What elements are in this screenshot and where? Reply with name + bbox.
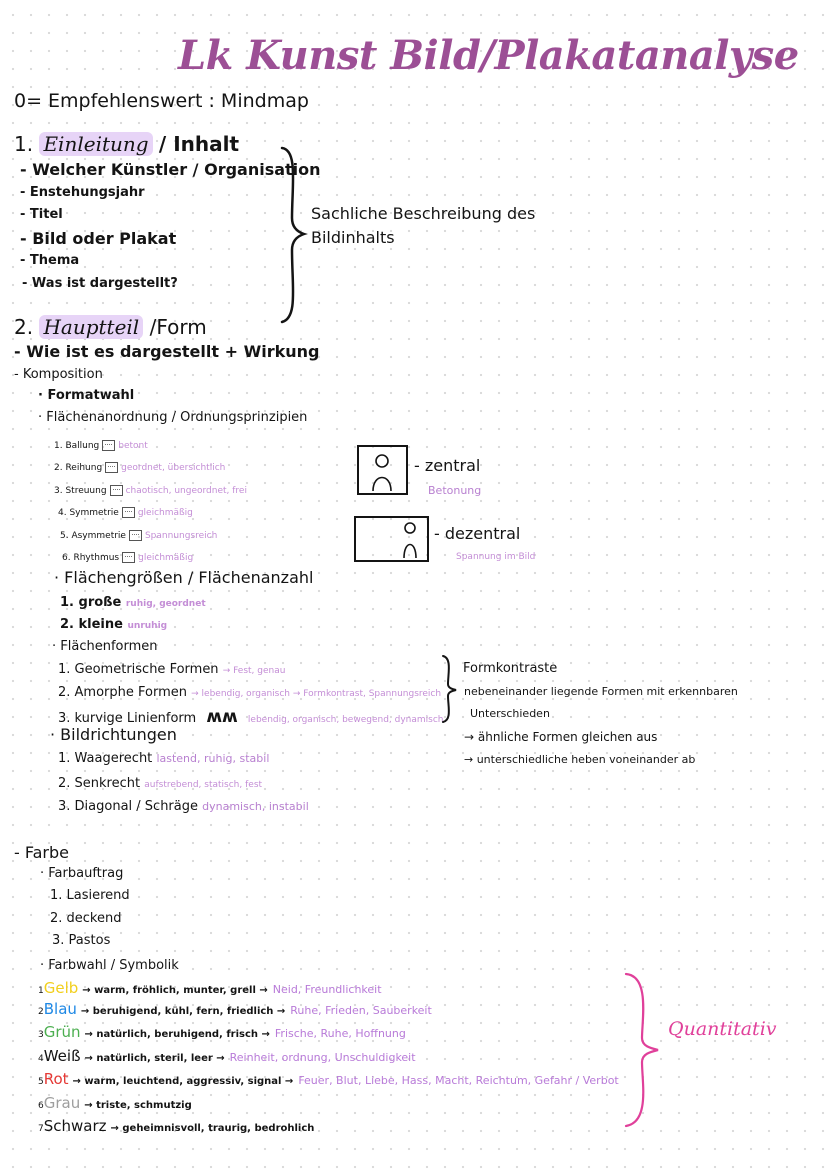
principle-label: 6. Rhythmus — [62, 553, 120, 563]
formen-heading: · Flächenformen — [52, 639, 158, 654]
groessen-label: 2. kleine — [60, 617, 123, 632]
dezentral-sketch — [354, 516, 429, 562]
principle-item — [62, 552, 193, 563]
color-number: 7 — [38, 1124, 44, 1134]
richtungen-item — [58, 752, 269, 765]
richtungen-item — [58, 777, 262, 790]
richtungen-label: 2. Senkrecht — [58, 776, 141, 791]
color-number: 3 — [38, 1030, 44, 1040]
richtungen-note: dynamisch, instabil — [202, 800, 309, 813]
color-name: Grün — [43, 1023, 81, 1041]
principle-label: 2. Reihung — [54, 463, 103, 473]
color-symbol-row — [38, 1002, 432, 1017]
figure-icon — [359, 447, 406, 493]
color-description: → natürlich, beruhigend, frisch → — [84, 1029, 270, 1040]
color-symbol-row — [38, 981, 382, 996]
groessen-note: ruhig, geordnet — [125, 599, 206, 609]
principle-label: 5. Asymmetrie — [60, 531, 126, 541]
principle-note: chaotisch, ungeordnet, frei — [125, 486, 247, 496]
formen-item — [58, 663, 285, 676]
formen-item — [58, 686, 441, 699]
farbauftrag-item: 3. Pastos — [52, 933, 111, 948]
richtungen-note: lastend, ruhig, stabil — [156, 752, 270, 765]
principle-item — [54, 462, 225, 473]
section2-heading-script: Hauptteil — [39, 315, 143, 339]
principle-note: geordnet, übersichtlich — [121, 463, 226, 473]
principle-note: gleichmäßig — [137, 508, 193, 518]
principle-item — [54, 485, 247, 496]
richtungen-note: aufstrebend, statisch, fest — [144, 780, 263, 790]
section1-item: - Welcher Künstler / Organisation — [20, 160, 321, 179]
formkontraste-text: Unterschieden — [470, 707, 550, 720]
groessen-note: unruhig — [127, 621, 168, 631]
color-meaning: Neid, Freundlichkeit — [272, 983, 382, 996]
section2-heading — [14, 317, 207, 337]
zentral-sketch — [357, 445, 408, 495]
formkontraste-heading: Formkontraste — [463, 661, 558, 676]
principle-label: 1. Ballung — [54, 441, 100, 451]
color-name: Schwarz — [43, 1117, 107, 1135]
section1-item: - Enstehungsjahr — [20, 185, 145, 200]
section1-number: 1. — [14, 132, 34, 156]
farbwahl-heading: · Farbwahl / Symbolik — [40, 958, 179, 973]
formen-label: 1. Geometrische Formen — [58, 662, 219, 677]
section1-brace — [278, 146, 308, 326]
richtungen-heading: · Bildrichtungen — [50, 725, 177, 744]
groessen-item — [60, 618, 167, 631]
zentral-label: - zentral — [414, 456, 481, 475]
section2-number: 2. — [14, 315, 34, 339]
principle-label: 4. Symmetrie — [58, 508, 119, 518]
formen-note: lebendig, organisch, bewegend, dynamisch — [247, 715, 444, 725]
groessen-item — [60, 596, 206, 609]
section1-item: - Thema — [20, 253, 80, 268]
richtungen-item — [58, 800, 309, 813]
principle-item — [60, 530, 217, 541]
dezentral-label: - dezentral — [434, 524, 521, 543]
color-name: Weiß — [43, 1047, 81, 1065]
zentral-note: Betonung — [428, 484, 482, 497]
color-name: Rot — [43, 1070, 69, 1088]
color-symbol-row — [38, 1025, 406, 1040]
section1-brace-note: Sachliche Beschreibung des — [311, 204, 536, 223]
curve-line-glyph: ʍʍ — [206, 707, 238, 727]
color-number: 5 — [38, 1077, 44, 1087]
section1-item: - Bild oder Plakat — [20, 229, 177, 248]
color-number: 4 — [38, 1054, 44, 1064]
page-title: Lk Kunst Bild/Plakatanalyse — [178, 32, 799, 79]
formen-note: → lebendig, organisch → Formkontrast, Spannungsreich — [191, 689, 442, 699]
color-symbol-row — [38, 1072, 619, 1087]
principle-item — [54, 440, 148, 451]
formen-brace — [440, 654, 460, 724]
color-name: Blau — [43, 1000, 77, 1018]
color-name: Gelb — [43, 979, 79, 997]
formen-label: 3. kurvige Linienform — [58, 711, 197, 726]
section1-heading — [14, 134, 239, 154]
symmetrie-icon — [122, 507, 135, 518]
section1-brace-note: Bildinhalts — [311, 228, 395, 247]
color-number: 6 — [38, 1101, 44, 1111]
formkontraste-text: nebeneinander liegende Formen mit erkennbaren — [464, 685, 738, 698]
flaechenanordnung-heading: · Flächenanordnung / Ordnungsprinzipien — [38, 410, 308, 425]
farbauftrag-item: 1. Lasierend — [50, 888, 130, 903]
color-description: → warm, leuchtend, aggressiv, signal → — [72, 1076, 294, 1087]
asymmetrie-icon — [129, 530, 142, 541]
recommendation-line: 0= Empfehlenswert : Mindmap — [14, 90, 309, 112]
quantitativ-brace — [620, 970, 662, 1130]
section1-item: - Was ist dargestellt? — [22, 276, 178, 291]
color-meaning: Frische, Ruhe, Hoffnung — [274, 1027, 406, 1040]
section2-heading-rest: /Form — [149, 315, 207, 339]
groessen-heading: · Flächengrößen / Flächenanzahl — [54, 568, 314, 587]
richtungen-label: 1. Waagerecht — [58, 751, 153, 766]
color-number: 1 — [38, 986, 44, 996]
section2-line: - Wie ist es dargestellt + Wirkung — [14, 342, 320, 361]
principle-label: 3. Streuung — [54, 486, 107, 496]
farbauftrag-item: 2. deckend — [50, 911, 122, 926]
rhythmus-icon — [122, 552, 135, 563]
section1-heading-script: Einleitung — [39, 132, 152, 156]
color-meaning: Reinheit, ordnung, Unschuldigkeit — [229, 1051, 416, 1064]
formatwahl: · Formatwahl — [38, 388, 135, 403]
color-number: 2 — [38, 1007, 44, 1017]
color-symbol-row — [38, 1049, 416, 1064]
color-description: → warm, fröhlich, munter, grell → — [82, 985, 268, 996]
color-symbol-row — [38, 1096, 197, 1111]
color-meaning: Feuer, Blut, Liebe, Hass, Macht, Reichtum, Gefahr / Verbot — [298, 1074, 619, 1087]
figure-icon — [356, 518, 427, 560]
color-description: → triste, schmutzig — [84, 1100, 192, 1111]
principle-note: gleichmäßig — [138, 553, 194, 563]
formen-item — [58, 709, 444, 726]
color-name: Grau — [43, 1094, 81, 1112]
formen-note: → Fest, genau — [222, 666, 286, 676]
principle-note: Spannungsreich — [144, 531, 218, 541]
section1-heading-rest: / Inhalt — [158, 132, 240, 156]
streuung-icon — [110, 485, 123, 496]
groessen-label: 1. große — [60, 595, 122, 610]
principle-item — [58, 507, 193, 518]
color-description: → natürlich, steril, leer → — [84, 1053, 225, 1064]
color-description: → beruhigend, kühl, fern, friedlich → — [80, 1006, 286, 1017]
dezentral-note: Spannung im Bild — [456, 552, 536, 562]
section2-line: - Komposition — [14, 367, 103, 382]
formkontraste-text: → unterschiedliche heben voneinander ab — [464, 753, 696, 766]
farbauftrag-heading: · Farbauftrag — [40, 866, 124, 881]
principle-note: betont — [118, 441, 148, 451]
color-description: → geheimnisvoll, traurig, bedrohlich — [110, 1123, 315, 1134]
quantitativ-label: Quantitativ — [668, 1018, 777, 1040]
section1-item: - Titel — [20, 207, 63, 222]
ballung-icon — [102, 440, 115, 451]
formen-label: 2. Amorphe Formen — [58, 685, 187, 700]
color-meaning: Ruhe, Frieden, Sauberkeit — [290, 1004, 432, 1017]
formkontraste-text: → ähnliche Formen gleichen aus — [464, 730, 658, 744]
color-symbol-row — [38, 1119, 319, 1134]
farbe-heading: - Farbe — [14, 843, 69, 862]
richtungen-label: 3. Diagonal / Schräge — [58, 799, 198, 814]
reihung-icon — [105, 462, 118, 473]
